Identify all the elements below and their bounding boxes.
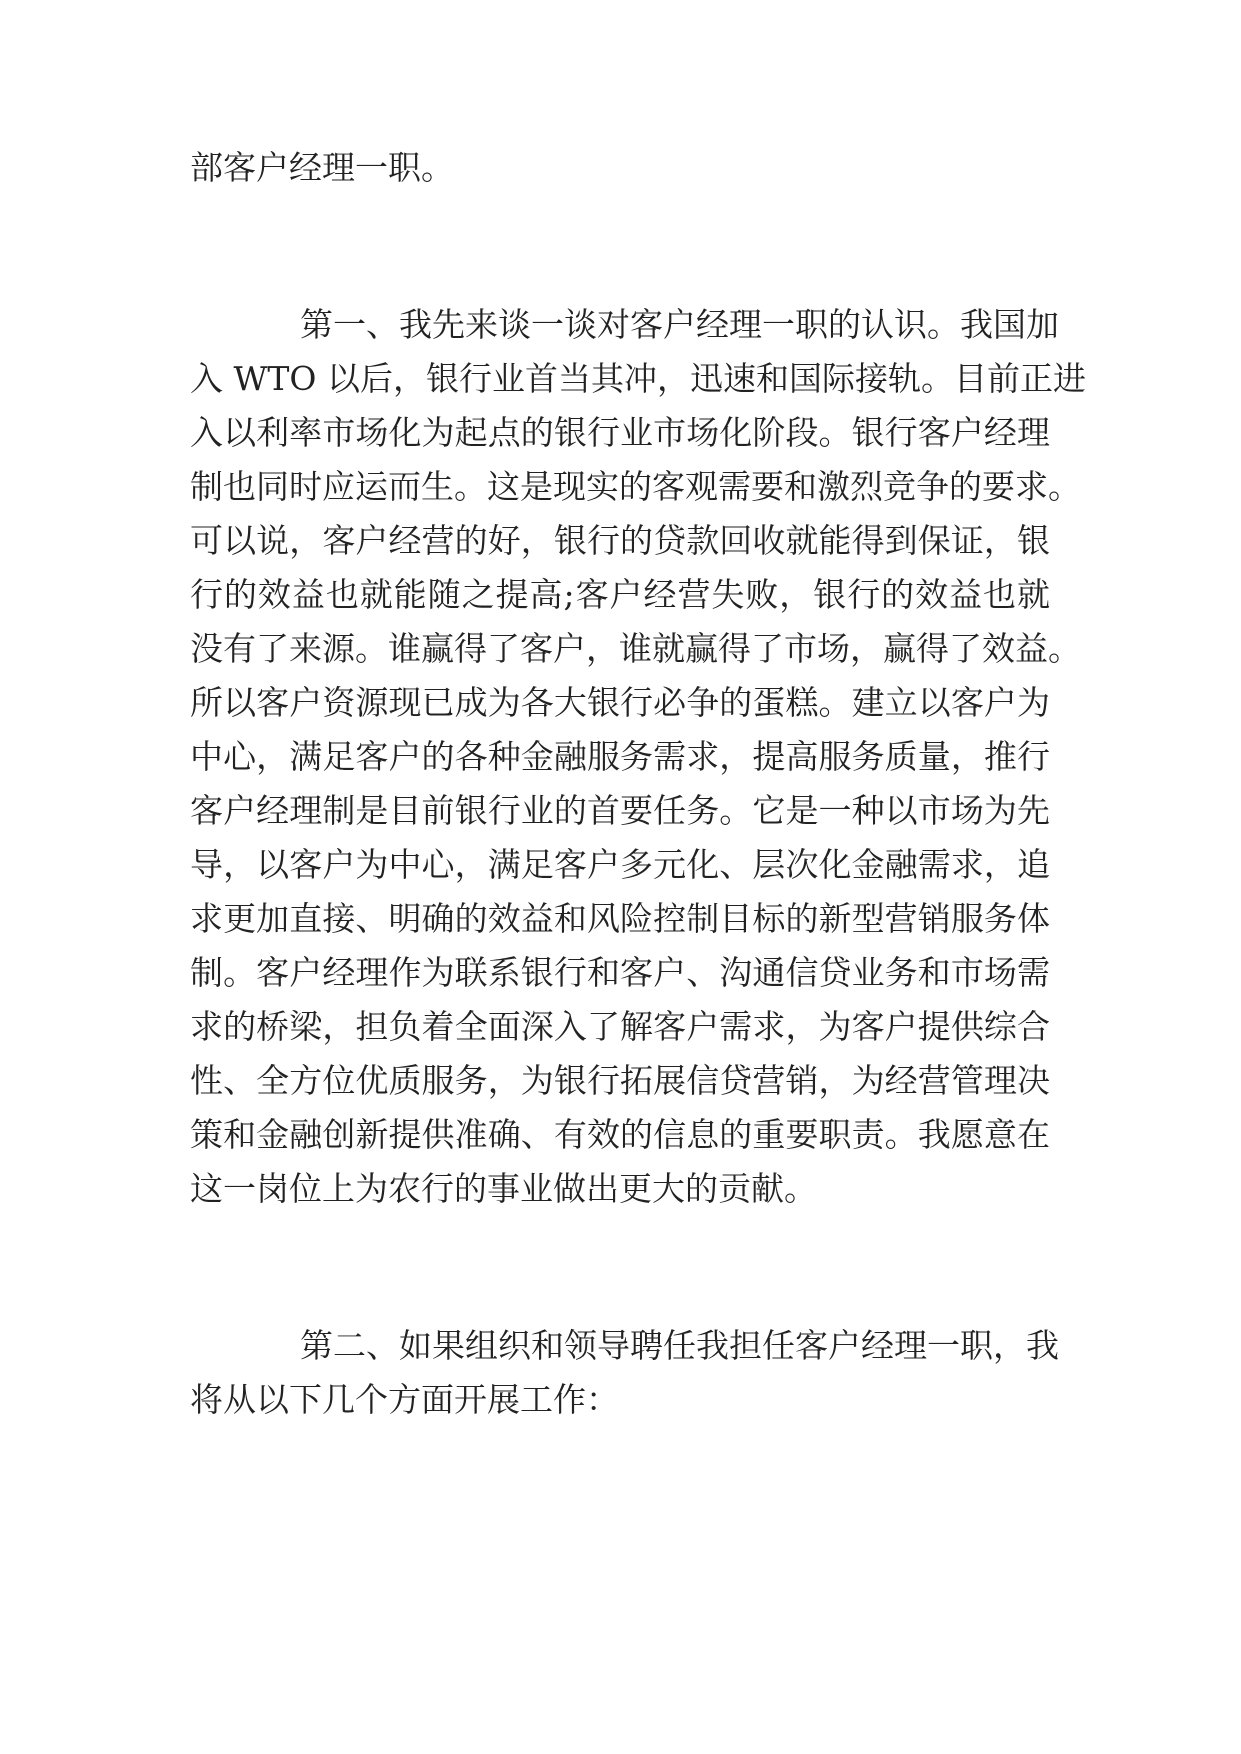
text-line: 客户经理制是目前银行业的首要任务。它是一种以市场为先 [190,791,1050,830]
text-line: 没有了来源。谁赢得了客户，谁就赢得了市场，赢得了效益。 [190,629,1081,668]
text-line: 中心，满足客户的各种金融服务需求，提高服务质量，推行 [190,737,1050,776]
text-line: 制也同时应运而生。这是现实的客观需要和激烈竞争的要求。 [190,467,1081,506]
paragraph-first-line: 第二、如果组织和领导聘任我担任客户经理一职，我 [300,1326,1059,1365]
text-line: 求更加直接、明确的效益和风险控制目标的新型营销服务体 [190,899,1050,938]
paragraph-first-line: 第一、我先来谈一谈对客户经理一职的认识。我国加 [300,305,1059,344]
text-line: 这一岗位上为农行的事业做出更大的贡献。 [190,1169,817,1208]
text-line: 入以利率市场化为起点的银行业市场化阶段。银行客户经理 [190,413,1050,452]
text-line: 可以说，客户经营的好，银行的贷款回收就能得到保证，银 [190,521,1050,560]
text-line: 入 WTO 以后，银行业首当其冲，迅速和国际接轨。目前正进 [190,359,1086,398]
text-line: 所以客户资源现已成为各大银行必争的蛋糕。建立以客户为 [190,683,1050,722]
text-line: 行的效益也就能随之提高;客户经营失败，银行的效益也就 [190,575,1050,614]
text-line: 部客户经理一职。 [190,148,454,187]
text-line: 策和金融创新提供准确、有效的信息的重要职责。我愿意在 [190,1115,1050,1154]
text-line: 导，以客户为中心，满足客户多元化、层次化金融需求，追 [190,845,1050,884]
text-line: 求的桥梁，担负着全面深入了解客户需求，为客户提供综合 [190,1007,1050,1046]
text-line: 制。客户经理作为联系银行和客户、沟通信贷业务和市场需 [190,953,1050,992]
text-line: 性、全方位优质服务，为银行拓展信贷营销，为经营管理决 [190,1061,1050,1100]
text-line: 将从以下几个方面开展工作： [190,1380,619,1419]
